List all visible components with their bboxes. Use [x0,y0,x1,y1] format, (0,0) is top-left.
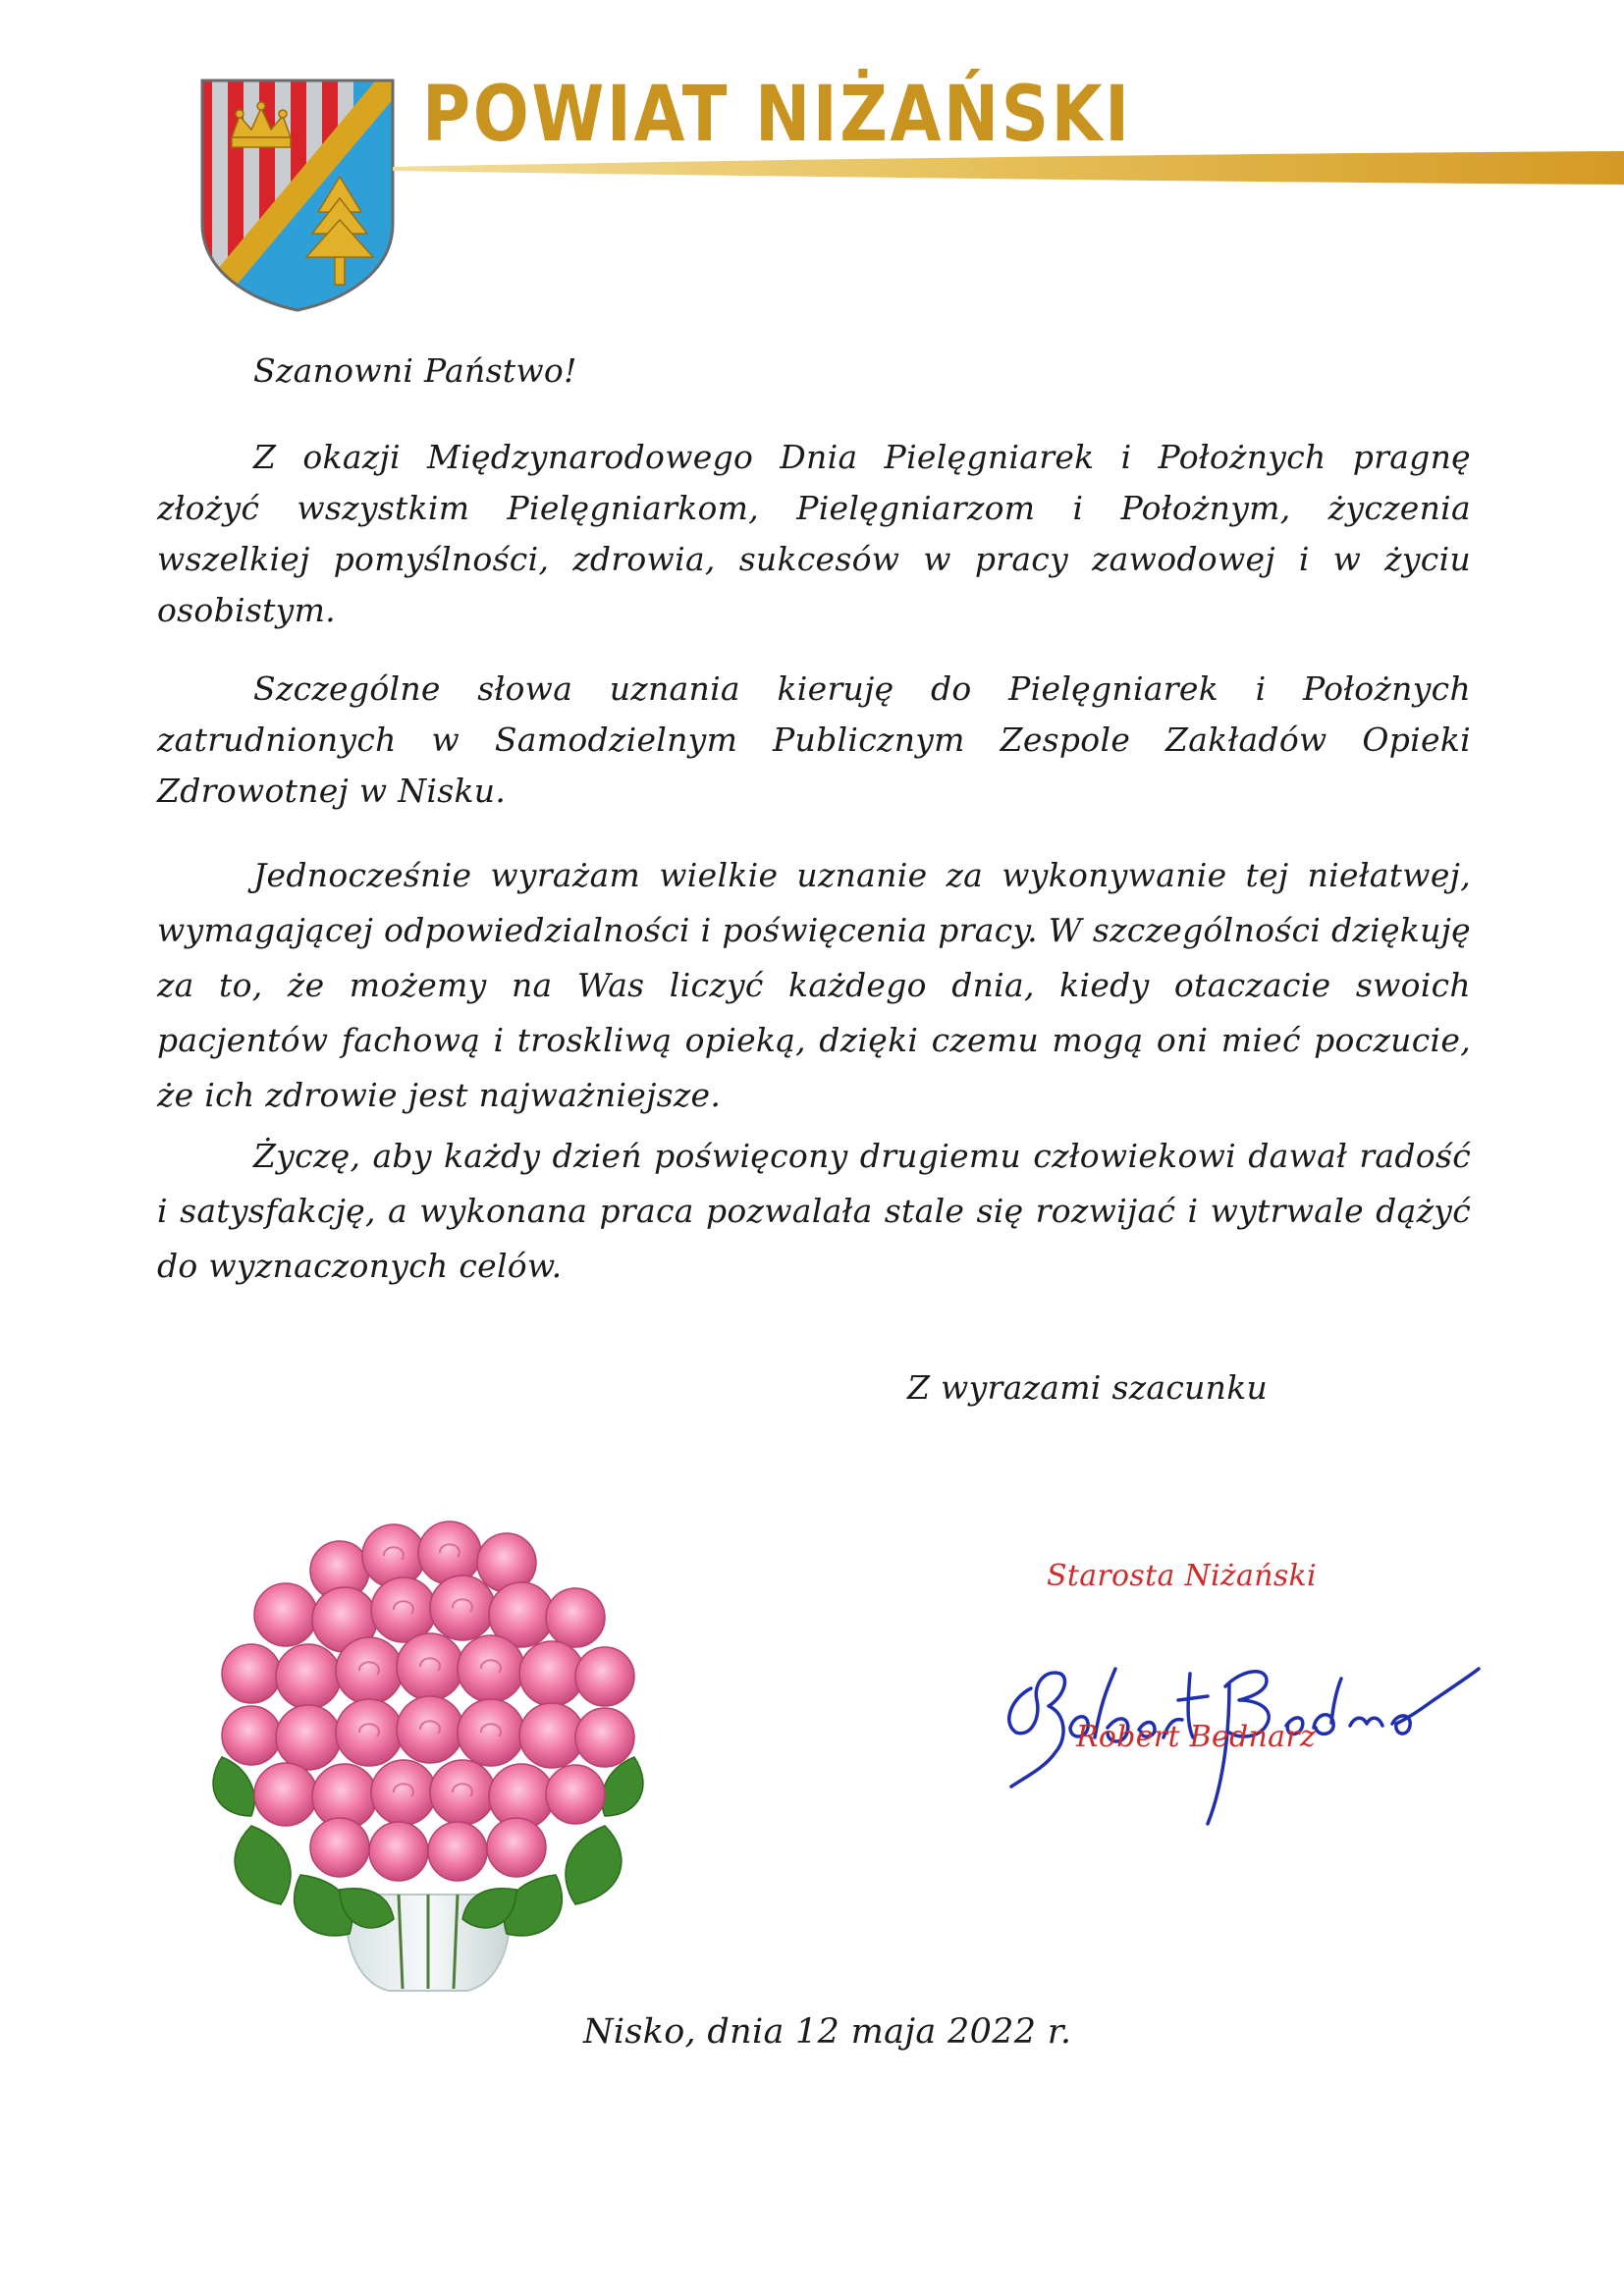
brand-name: POWIAT NIŻAŃSKI [422,71,1132,159]
letter-paragraph-1: Z okazji Międzynarodowego Dnia Pielęgniarek i Położnych pragnę złożyć wszystkim Pielęgniarkom, Pielęgniarzom i Położnym, życzenia wszelkiej pomyślności, zdrowia, sukcesów w pracy zawodowej i w życiu osobistym. [157,438,1471,629]
header-gold-stripe [393,149,1624,208]
powiat-crest-icon [196,77,399,314]
pink-roses-bouquet-icon [192,1502,664,1993]
salutation: Szanowni Państwo! [253,351,577,390]
closing-phrase: Z wyrazami szacunku [907,1368,1269,1407]
signer-title: Starosta Niżański [1047,1559,1317,1593]
date-line: Nisko, dnia 12 maja 2022 r. [583,2012,1072,2052]
letter-paragraph-2: Szczególne słowa uznania kieruję do Pielęgniarek i Położnych zatrudnionych w Samodzielnym Publicznym Zespole Zakładów Opieki Zdrowotnej w Nisku. [157,669,1471,810]
letter-paragraph-3: Jednocześnie wyrażam wielkie uznanie za wykonywanie tej niełatwej, wymagającej odpowiedzialności i poświęcenia pracy. W szczególności dziękuję za to, że możemy na Was liczyć każdego dnia, kiedy otaczacie swoich pacjentów fachową i troskliwą opieką, dzięki czemu mogą oni mieć poczucie, że ich zdrowie jest najważniejsze. [157,856,1471,1114]
signer-name: Robert Bednarz [1076,1720,1317,1754]
letter-paragraph-4: Życzę, aby każdy dzień poświęcony drugiemu człowiekowi dawał radość i satysfakcję, a wykonana praca pozwalała stale się rozwijać i wytrwale dążyć do wyznaczonych celów. [157,1137,1471,1285]
handwritten-signature [972,1590,1483,1826]
